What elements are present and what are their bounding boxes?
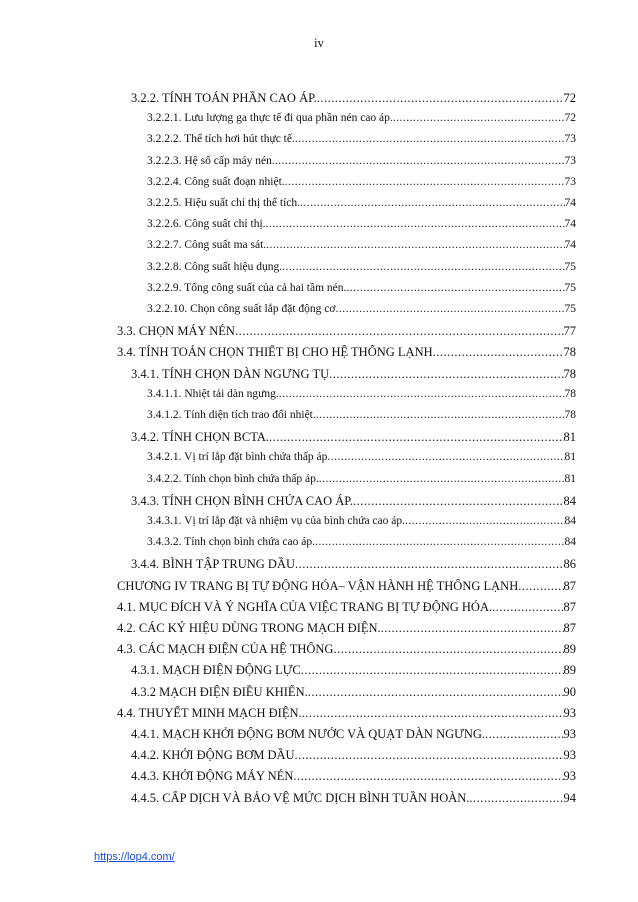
toc-entry-title: 3.2.2.5. Hiệu suất chỉ thị thể tích. <box>147 197 300 209</box>
toc-entry[interactable] <box>131 769 576 789</box>
toc-dot-leader <box>308 685 564 700</box>
toc-entry-page: 86 <box>563 557 576 572</box>
toc-entry[interactable] <box>117 621 576 641</box>
toc-entry-title: 3.3. CHỌN MÁY NÉN <box>117 324 235 339</box>
toc-entry[interactable] <box>131 557 576 577</box>
toc-entry-page: 78 <box>564 409 576 421</box>
toc-entry-page: 87 <box>563 621 576 635</box>
toc-entry-title: 3.2.2.4. Công suất đoạn nhiệt. <box>147 175 285 188</box>
toc-entry-title: 3.4.3.2. Tính chọn bình chứa cao áp. <box>147 536 315 549</box>
toc-entry-page: 75 <box>564 281 576 294</box>
toc-entry[interactable] <box>147 155 576 175</box>
toc-entry-title: CHƯƠNG IV TRANG BỊ TỰ ĐỘNG HÓA– VẬN HÀNH HỆ THỐNG LẠNH <box>117 578 519 593</box>
toc-entry-title: 4.3. CÁC MẠCH ĐIỆN CỦA HỆ THỐNG <box>117 642 334 657</box>
toc-entry[interactable] <box>147 282 576 302</box>
toc-entry-title: 3.4.3. TÍNH CHỌN BÌNH CHỨA CAO ÁP. <box>131 493 353 508</box>
toc-entry-page: 93 <box>563 705 576 720</box>
toc-entry-page: 74 <box>564 218 576 231</box>
toc-dot-leader <box>295 133 565 145</box>
toc-entry-title: 3.4.3.1. Vị trí lắp đặt và nhiệm vụ của bình chứa cao áp. <box>147 515 405 527</box>
toc-entry[interactable] <box>117 706 576 726</box>
toc-dot-leader <box>319 473 565 485</box>
toc-entry-title: 4.4.1. MẠCH KHỞI ĐỘNG BƠM NƯỚC VÀ QUẠT DÀN NGƯNG. <box>131 727 486 741</box>
toc-entry[interactable] <box>117 324 576 344</box>
toc-entry-title: 3.4.2.2. Tính chọn bình chứa thấp áp. <box>147 472 319 485</box>
toc-entry-title: 3.4. TÍNH TOÁN CHỌN THIẾT BỊ CHO HỆ THỐNG LẠNH <box>117 345 433 360</box>
footer-link[interactable]: https://lop4.com/ <box>94 851 175 863</box>
toc-entry-page: 73 <box>564 133 576 146</box>
toc-dot-leader <box>329 367 563 382</box>
toc-entry-page: 84 <box>564 536 576 549</box>
toc-entry-page: 87 <box>563 599 576 614</box>
toc-dot-leader <box>282 261 564 273</box>
toc-entry[interactable] <box>147 303 576 323</box>
toc-entry[interactable] <box>147 133 576 153</box>
toc-dot-leader <box>393 112 565 124</box>
toc-entry[interactable] <box>147 197 576 217</box>
toc-entry-title: 4.4. THUYẾT MINH MẠCH ĐIỆN. <box>117 705 302 720</box>
toc-dot-leader <box>492 600 563 615</box>
toc-entry[interactable] <box>117 600 576 620</box>
toc-entry-title: 4.1. MỤC ĐÍCH VÀ Ý NGHĨA CỦA VIỆC TRANG BỊ TỰ ĐỘNG HÓA. <box>117 599 493 614</box>
toc-dot-leader <box>317 91 564 106</box>
toc-dot-leader <box>469 791 563 806</box>
toc-entry[interactable] <box>147 536 576 556</box>
toc-entry-page: 93 <box>563 769 576 784</box>
toc-dot-leader <box>433 345 564 360</box>
toc-entry[interactable] <box>131 430 576 450</box>
toc-entry-page: 93 <box>563 748 576 763</box>
toc-entry-page: 73 <box>564 154 576 167</box>
page-number: iv <box>314 36 324 50</box>
toc-entry-title: 3.2.2.1. Lưu lượng ga thực tế đi qua phần nén cao áp. <box>147 112 393 125</box>
toc-dot-leader <box>293 769 563 784</box>
toc-dot-leader <box>333 642 563 657</box>
toc-entry-page: 89 <box>563 663 576 678</box>
toc-entry-page: 93 <box>563 727 576 741</box>
toc-entry-page: 78 <box>563 366 576 381</box>
toc-entry-page: 74 <box>564 197 576 209</box>
toc-entry-title: 3.2.2.8. Công suất hiệu dụng. <box>147 260 283 273</box>
toc-entry[interactable] <box>131 748 576 768</box>
toc-entry-title: 3.2.2.10. Chọn công suất lắp đặt động cơ <box>147 303 336 315</box>
toc-entry[interactable] <box>131 91 576 111</box>
toc-entry[interactable] <box>147 409 576 429</box>
toc-entry-page: 78 <box>563 345 576 360</box>
toc-dot-leader <box>295 748 564 763</box>
toc-entry-title: 3.4.1. TÍNH CHỌN DÀN NGƯNG TỤ <box>131 366 330 381</box>
toc-entry[interactable] <box>131 727 576 747</box>
toc-dot-leader <box>316 409 565 421</box>
toc-entry-page: 72 <box>564 112 576 125</box>
toc-entry-title: 3.4.1.1. Nhiệt tải dàn ngưng. <box>147 387 279 400</box>
toc-dot-leader <box>269 430 563 445</box>
toc-entry[interactable] <box>131 791 576 811</box>
toc-entry-page: 90 <box>563 684 576 699</box>
toc-dot-leader <box>302 706 564 721</box>
toc-entry-title: 4.3.2 MẠCH ĐIỆN ĐIỀU KHIỂN. <box>131 684 308 699</box>
toc-entry-page: 89 <box>563 642 576 657</box>
toc-entry-page: 74 <box>564 239 576 252</box>
toc-entry-title: 3.4.4. BÌNH TẬP TRUNG DẦU <box>131 557 296 572</box>
toc-entry[interactable] <box>147 112 576 132</box>
toc-entry[interactable] <box>147 218 576 238</box>
toc-entry-page: 81 <box>564 451 576 464</box>
toc-entry-title: 3.4.1.2. Tính diện tích trao đổi nhiệt. <box>147 409 316 421</box>
toc-entry-page: 75 <box>564 303 576 315</box>
toc-entry-title: 3.2.2.9. Tổng công suất của cả hai tầm nén. <box>147 281 347 294</box>
toc-entry-title: 4.4.3. KHỞI ĐỘNG MÁY NÉN <box>131 769 294 784</box>
toc-entry-title: 3.2.2.7. Công suất ma sát. <box>147 239 267 252</box>
toc-entry-title: 3.2.2.3. Hệ số cấp máy nén. <box>147 154 275 167</box>
toc-entry[interactable] <box>147 388 576 408</box>
toc-entry-page: 94 <box>563 790 576 805</box>
toc-dot-leader <box>235 324 564 339</box>
toc-entry-title: 3.4.2. TÍNH CHỌN BCTA. <box>131 430 270 445</box>
toc-entry-title: 4.4.2. KHỞI ĐỘNG BƠM DẦU <box>131 748 295 763</box>
toc-dot-leader <box>353 494 564 509</box>
toc-dot-leader <box>266 239 564 251</box>
toc-dot-leader <box>335 303 564 315</box>
toc-entry[interactable] <box>147 176 576 196</box>
toc-entry-title: 3.2.2.2. Thể tích hơi hút thực tế. <box>147 133 295 146</box>
toc-dot-leader <box>346 282 564 294</box>
toc-dot-leader <box>285 176 565 188</box>
toc-entry-title: 4.3.1. MẠCH ĐIỆN ĐỘNG LỰC <box>131 663 301 678</box>
toc-entry-page: 81 <box>563 430 576 445</box>
toc-entry-page: 84 <box>563 493 576 508</box>
toc-dot-leader <box>300 197 565 209</box>
toc-entry-page: 72 <box>563 91 576 105</box>
toc-entry[interactable] <box>147 261 576 281</box>
toc-dot-leader <box>315 536 565 548</box>
toc-entry-title: 4.4.5. CẤP DỊCH VÀ BẢO VỆ MỨC DỊCH BÌNH TUẦN HOÀN. <box>131 790 470 805</box>
toc-entry[interactable] <box>131 685 576 705</box>
toc-entry-page: 84 <box>564 515 576 527</box>
toc-dot-leader <box>327 451 564 463</box>
toc-entry-page: 77 <box>563 324 576 339</box>
toc-dot-leader <box>518 579 563 594</box>
toc-entry[interactable] <box>147 239 576 259</box>
toc-entry[interactable] <box>131 367 576 387</box>
toc-dot-leader <box>405 515 565 527</box>
toc-entry-title: 3.4.2.1. Vị trí lắp đặt bình chứa thấp áp <box>147 451 328 464</box>
toc-entry-title: 4.2. CÁC KÝ HIỆU DÙNG TRONG MẠCH ĐIỆN. <box>117 621 381 635</box>
toc-entry[interactable] <box>117 642 576 662</box>
toc-entry[interactable] <box>131 663 576 683</box>
toc-dot-leader <box>279 388 565 400</box>
toc-entry[interactable] <box>147 515 576 535</box>
toc-dot-leader <box>485 727 563 742</box>
toc-entry[interactable] <box>131 494 576 514</box>
toc-entry[interactable] <box>147 473 576 493</box>
toc-dot-leader <box>381 621 564 636</box>
toc-entry-title: 3.2.2.6. Công suất chỉ thị. <box>147 218 266 231</box>
toc-entry-page: 75 <box>564 260 576 273</box>
toc-entry[interactable] <box>147 451 576 471</box>
toc-entry-page: 81 <box>564 472 576 485</box>
toc-entry-page: 73 <box>564 175 576 188</box>
toc-dot-leader <box>301 663 564 678</box>
toc-entry-page: 78 <box>564 387 576 400</box>
toc-dot-leader <box>295 557 563 572</box>
toc-entry[interactable] <box>117 579 576 599</box>
toc-entry-title: 3.2.2. TÍNH TOÁN PHẦN CAO ÁP. <box>131 91 317 105</box>
toc-dot-leader <box>275 155 565 167</box>
toc-entry[interactable] <box>117 345 576 365</box>
toc-entry-page: 87 <box>563 578 576 593</box>
toc-dot-leader <box>266 218 565 230</box>
